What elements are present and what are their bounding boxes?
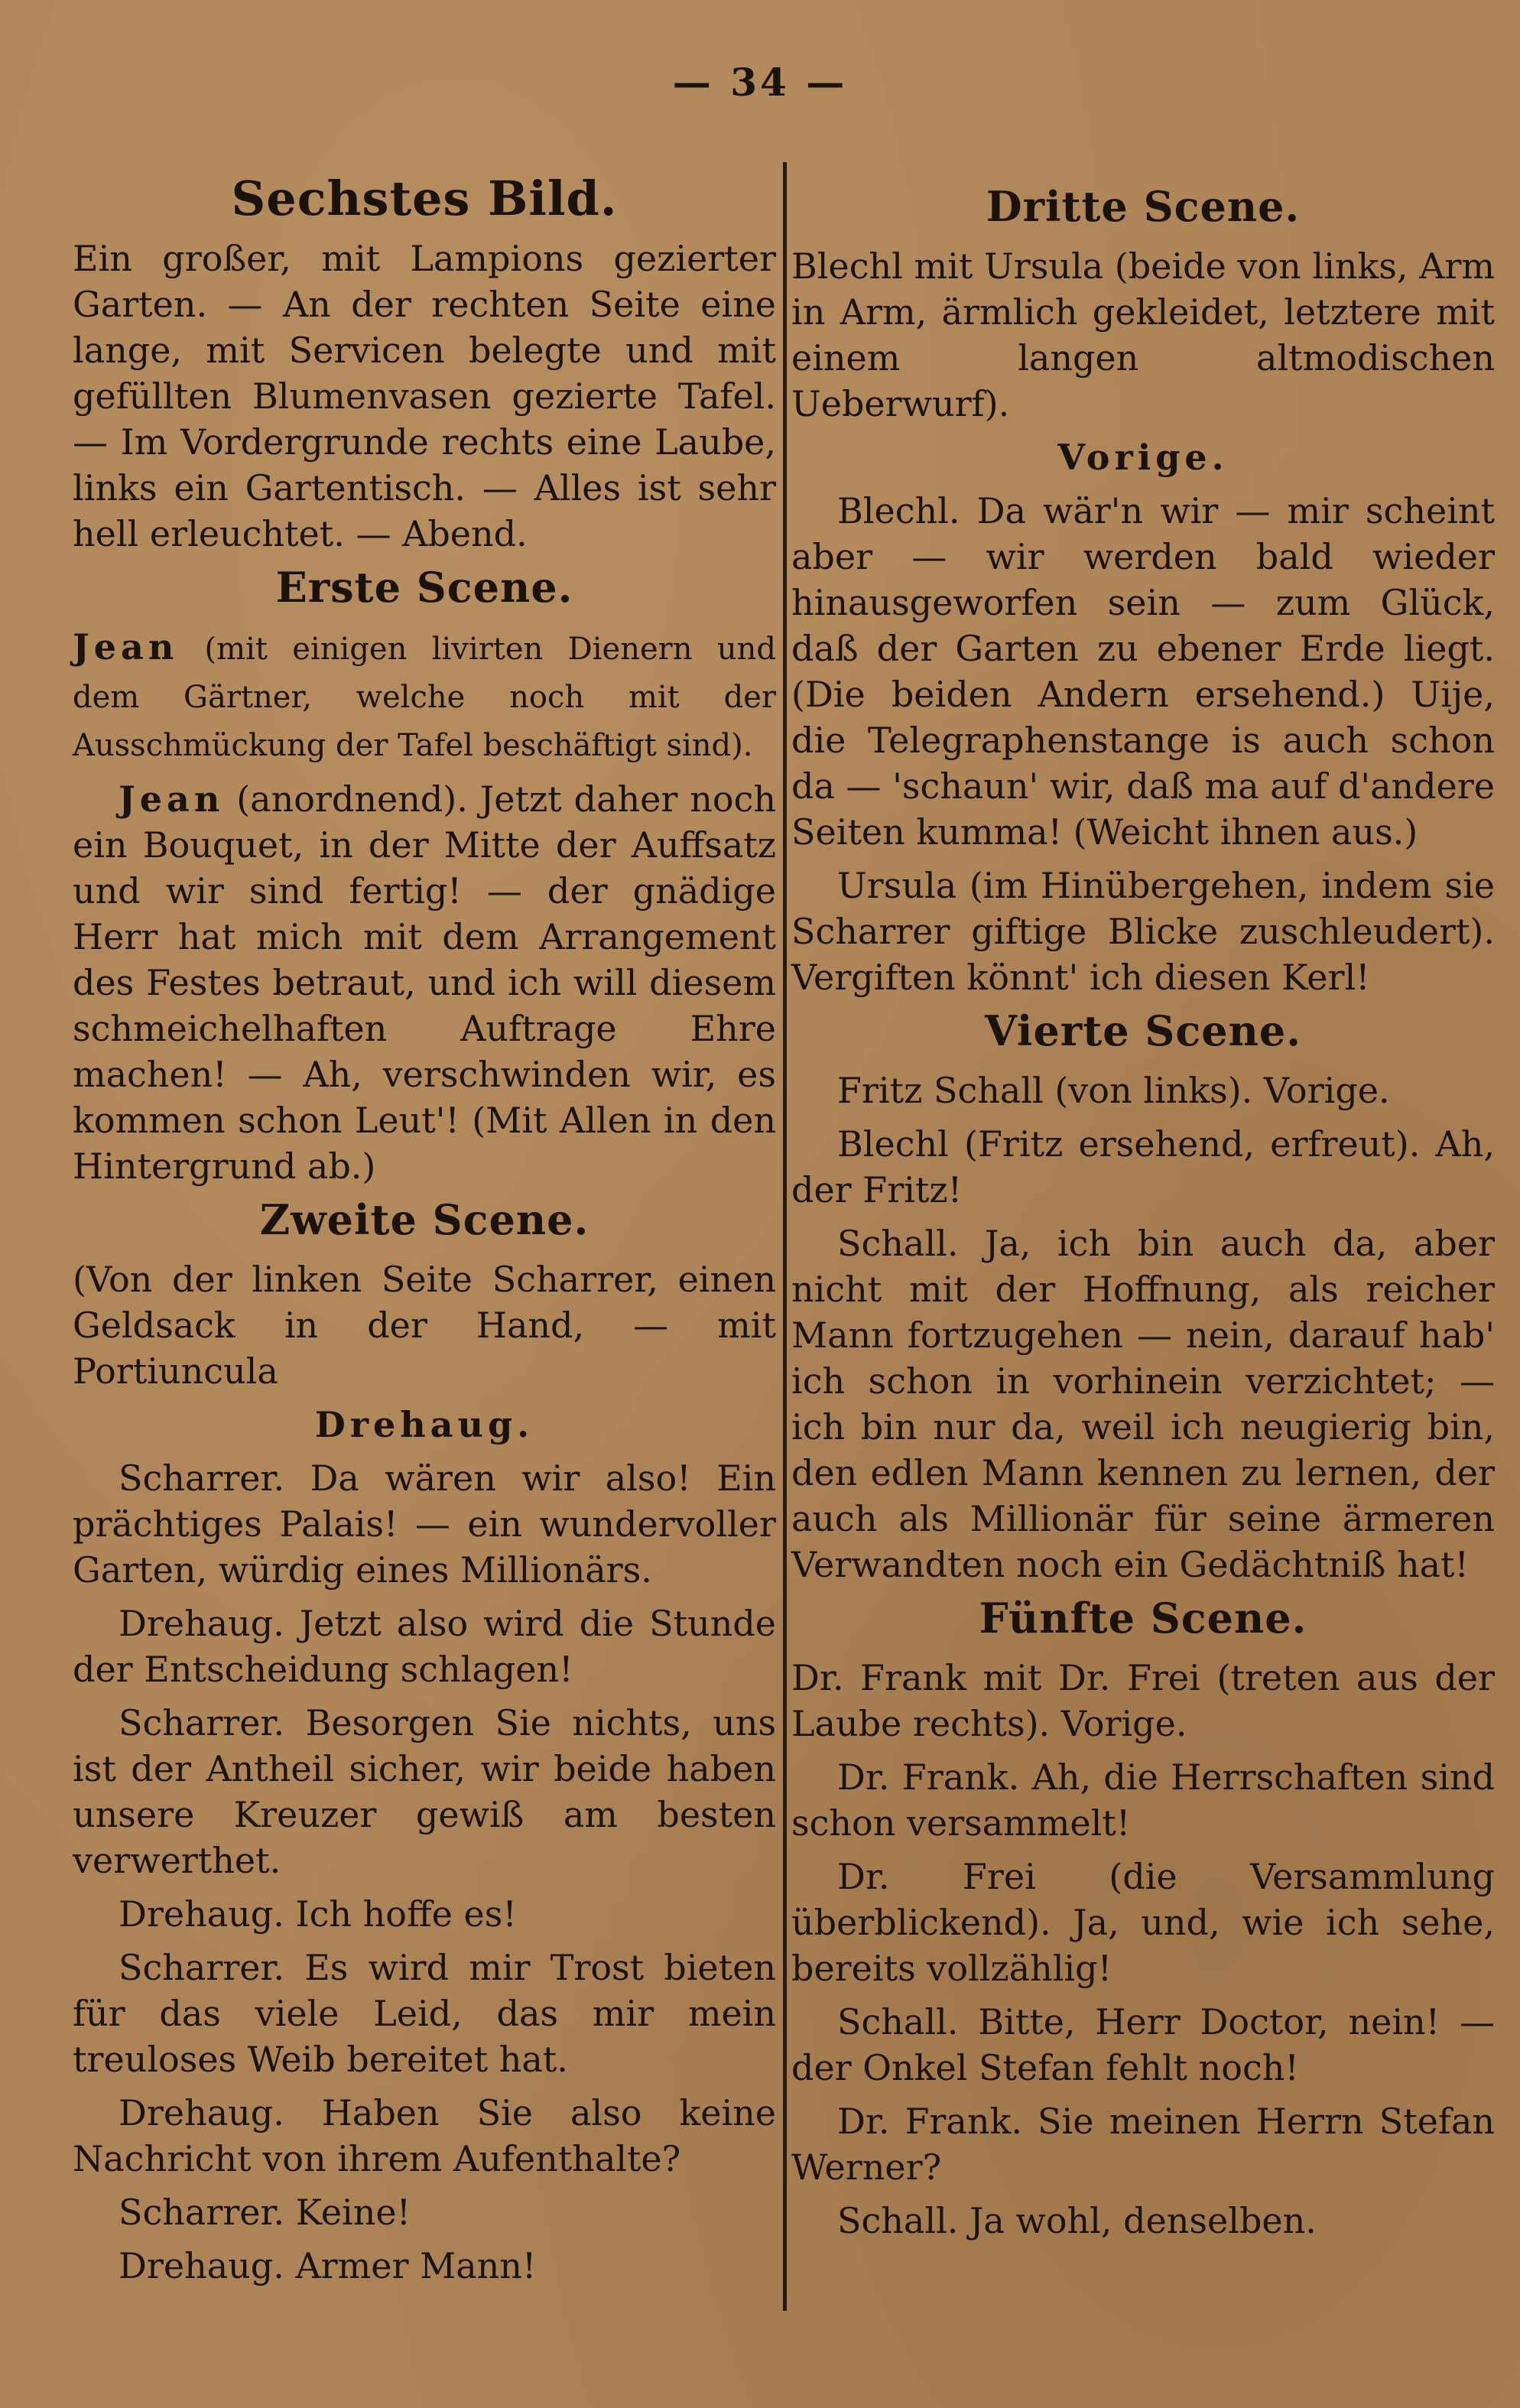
dialogue-line: Blechl (Fritz ersehend, erfreut). Ah, der Fritz! (791, 1123, 1495, 1210)
dialogue-line: Scharrer. Da wären wir also! Ein prächtiges Palais! — ein wundervoller Garten, würdig eines Millionärs. (73, 1457, 776, 1591)
page-number: — 34 — (672, 60, 848, 105)
dialogue-line: Scharrer. Besorgen Sie nichts, uns ist der Antheil sicher, wir beide haben unsere Kreuzer gewiß am besten verwerthet. (73, 1702, 776, 1881)
right-column (791, 176, 1495, 2251)
stage-direction: (Von der linken Seite Scharrer, einen Geldsack in der Hand, — mit Portiuncula (73, 1259, 776, 1392)
dialogue-line: Schall. Ja, ich bin auch da, aber nicht mit der Hoffnung, als reicher Mann fortzugehen — nein, darauf hab' ich schon in vorhinein verzichtet; — ich bin nur da, weil ich neugierig bin, den edlen Mann kennen zu lernen, der auch als Millionär für seine ärmeren Verwandten noch ein Gedächtniß hat! (791, 1223, 1495, 1585)
dialogue-line: Ursula (im Hinübergehen, indem sie Scharrer giftige Blicke zuschleudert). Vergiften könnt' ich diesen Kerl! (791, 865, 1495, 998)
scene-heading-3: Dritte Scene. (986, 182, 1301, 231)
stage-direction-end: Vorige. (1057, 437, 1229, 478)
dialogue-line: Blechl. Da wär'n wir — mir scheint aber — wir werden bald wieder hinausgeworfen sein — zum Glück, daß der Garten zu ebener Erde liegt. (Die beiden Andern ersehend.) Uije, die Telegraphenstange is auch schon da — 'schaun' wir, daß ma auf d'andere Seiten kumma! (Weicht ihnen aus.) (791, 490, 1495, 853)
dialogue-line: Scharrer. Keine! (119, 2192, 411, 2233)
stage-direction: Fritz Schall (von links). Vorige. (837, 1070, 1390, 1111)
column-divider (783, 162, 787, 2311)
dialogue-line: Schall. Bitte, Herr Doctor, nein! — der Onkel Stefan fehlt noch! (791, 2001, 1495, 2088)
dialogue-line: Scharrer. Es wird mir Trost bieten für das viele Leid, das mir mein treuloses Weib bereitet hat. (73, 1947, 776, 2080)
dialogue-line: Dr. Frank. Sie meinen Herrn Stefan Werner? (791, 2101, 1495, 2188)
setting-description: Ein großer, mit Lampions gezierter Garten. — An der rechten Seite eine lange, mit Servicen belegte und mit gefüllten Blumenvasen gezierte Tafel. — Im Vordergrunde rechts eine Laube, links ein Gartentisch. — Alles ist sehr hell erleuchtet. — Abend. (73, 238, 776, 554)
dialogue-line: Dr. Frank. Ah, die Herrschaften sind schon versammelt! (791, 1756, 1495, 1844)
scene-heading-4: Vierte Scene. (984, 1006, 1302, 1055)
speaker-name: Jean (73, 626, 179, 668)
stage-direction-end: Drehaug. (314, 1404, 534, 1445)
dialogue-line: Drehaug. Haben Sie also keine Nachricht von ihrem Aufenthalte? (73, 2092, 776, 2179)
scene-heading-1: Erste Scene. (275, 563, 573, 612)
dialogue-line (73, 776, 776, 1189)
speaker-name: Jean (119, 778, 225, 820)
stage-direction (73, 624, 776, 769)
scene-heading-2: Zweite Scene. (259, 1195, 589, 1244)
dialogue-line: Drehaug. Armer Mann! (119, 2245, 537, 2286)
stage-direction: Dr. Frank mit Dr. Frei (treten aus der Laube rechts). Vorige. (791, 1657, 1495, 1744)
dialogue-line: Drehaug. Ich hoffe es! (119, 1893, 517, 1935)
left-column (73, 171, 777, 2296)
direction-text: (mit einigen livirten Dienern und dem Gärtner, welche noch mit der Ausschmückung der Tafel beschäftigt sind). (73, 632, 777, 763)
stage-direction: Blechl mit Ursula (beide von links, Arm in Arm, ärmlich gekleidet, letztere mit einem langen altmodischen Ueberwurf). (791, 245, 1495, 424)
dialogue-line: Schall. Ja wohl, denselben. (837, 2200, 1317, 2241)
scene-heading-5: Fünfte Scene. (979, 1594, 1307, 1643)
dialogue-text: (anordnend). Jetzt daher noch ein Bouquet, in der Mitte der Auffsatz und wir sind fertig! — der gnädige Herr hat mich mit dem Arrangement des Festes betraut, und ich will diesem schmeichelhaften Auftrage Ehre machen! — Ah, verschwinden wir, es kommen schon Leut'! (Mit Allen in den Hintergrund ab.) (73, 778, 776, 1187)
act-title: Sechstes Bild. (231, 171, 618, 226)
dialogue-line: Dr. Frei (die Versammlung überblickend). Ja, und, wie ich sehe, bereits vollzählig! (791, 1856, 1495, 1989)
dialogue-line: Drehaug. Jetzt also wird die Stunde der Entscheidung schlagen! (73, 1603, 776, 1690)
